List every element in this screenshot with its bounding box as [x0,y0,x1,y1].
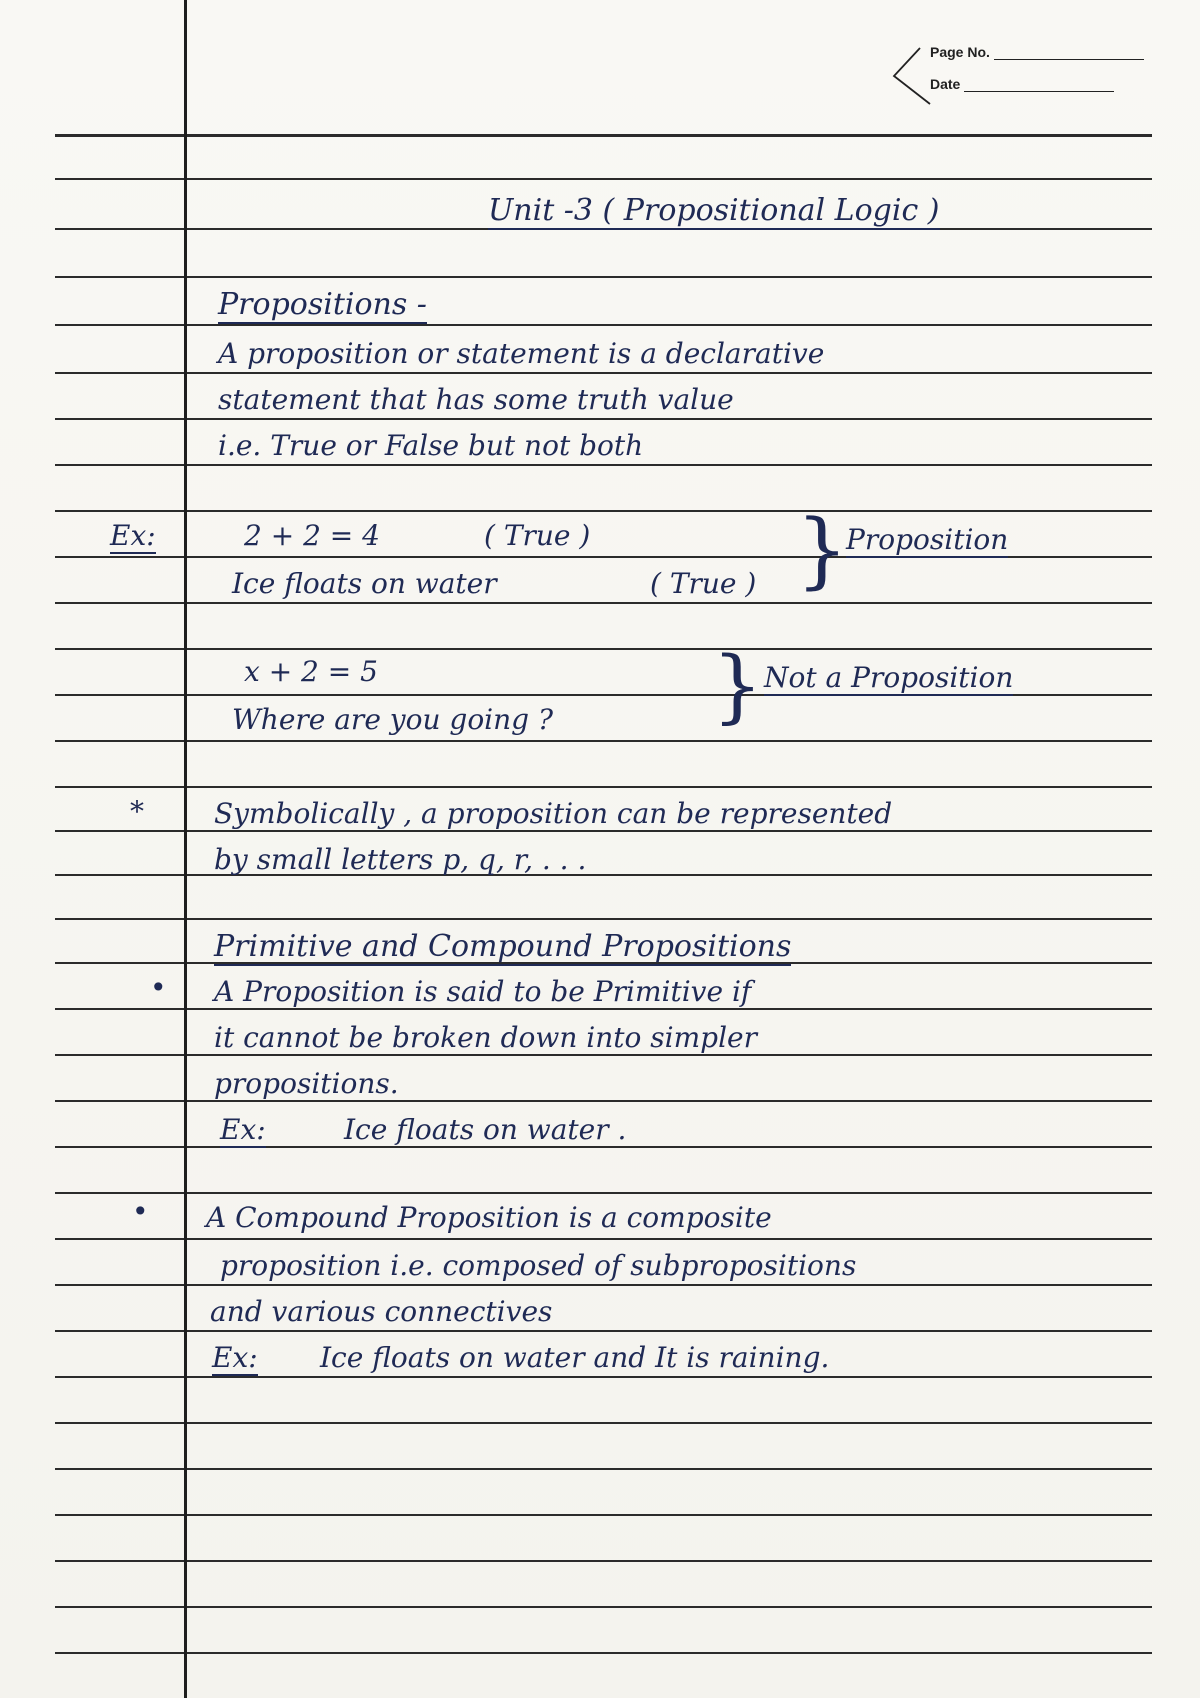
compound-line: proposition i.e. composed of subpropositions [220,1249,857,1282]
ruled-line [55,602,1152,604]
star-bullet: * [130,795,144,828]
brace-icon: } [796,503,849,598]
ruled-line [55,418,1152,420]
ruled-line [55,1514,1152,1516]
ruled-line [55,1560,1152,1562]
dot-bullet: • [132,1195,149,1228]
ruled-line [55,276,1152,278]
primitive-line: propositions. [214,1067,399,1100]
ruled-line [55,1468,1152,1470]
ruled-line [55,178,1152,180]
margin-line [184,0,187,1698]
ruled-line [55,1376,1152,1378]
definition-line: statement that has some truth value [218,383,734,416]
example-text: Ice floats on water and It is raining. [320,1341,830,1374]
ruled-line [55,1054,1152,1056]
example-text: Ice floats on water . [344,1113,627,1146]
symbolic-line: by small letters p, q, r, . . . [214,843,587,876]
example-label: Ex: [212,1341,258,1374]
ruled-line [55,786,1152,788]
example-label: Ex: [220,1113,266,1146]
page-header-box [890,36,1160,114]
truth-value: ( True ) [484,519,591,552]
ruled-line [55,1192,1152,1194]
page-no-label: Page No. [930,44,990,60]
ruled-line [55,1652,1152,1654]
date-field [930,76,1114,92]
definition-line: A proposition or statement is a declarative [218,337,825,370]
ruled-line [55,1284,1152,1286]
ruled-line [55,324,1152,326]
ruled-line [55,1422,1152,1424]
truth-value: ( True ) [650,567,757,600]
page-title: Unit -3 ( Propositional Logic ) [488,193,940,228]
ruled-line [55,918,1152,920]
ruled-line [55,1008,1152,1010]
example-line: 2 + 2 = 4 [244,519,380,552]
compound-line: A Compound Proposition is a composite [206,1201,772,1234]
compound-line: and various connectives [210,1295,553,1328]
ruled-line [55,1238,1152,1240]
example-line: x + 2 = 5 [244,655,378,688]
primitive-line: it cannot be broken down into simpler [214,1021,757,1054]
definition-line: i.e. True or False but not both [218,429,644,462]
dot-bullet: • [150,971,167,1004]
symbolic-line: Symbolically , a proposition can be represented [214,797,893,830]
ruled-line [55,464,1152,466]
ruled-line [55,1606,1152,1608]
example-line: Where are you going ? [232,703,554,736]
example-line: Ice floats on water [232,567,497,600]
primitive-heading: Primitive and Compound Propositions [214,929,792,964]
brace-label: Not a Proposition [764,661,1014,694]
page-no-field [930,44,1144,60]
ruled-line [55,1100,1152,1102]
propositions-heading: Propositions - [218,287,427,322]
ruled-line [55,134,1152,137]
primitive-line: A Proposition is said to be Primitive if [214,975,752,1008]
ruled-line [55,372,1152,374]
date-label: Date [930,76,961,92]
ruled-line [55,1330,1152,1332]
brace-label: Proposition [846,523,1009,556]
brace-icon: } [712,639,763,732]
ruled-line [55,830,1152,832]
ruled-line [55,510,1152,512]
example-label: Ex: [110,519,156,552]
ruled-line [55,648,1152,650]
ruled-line [55,740,1152,742]
